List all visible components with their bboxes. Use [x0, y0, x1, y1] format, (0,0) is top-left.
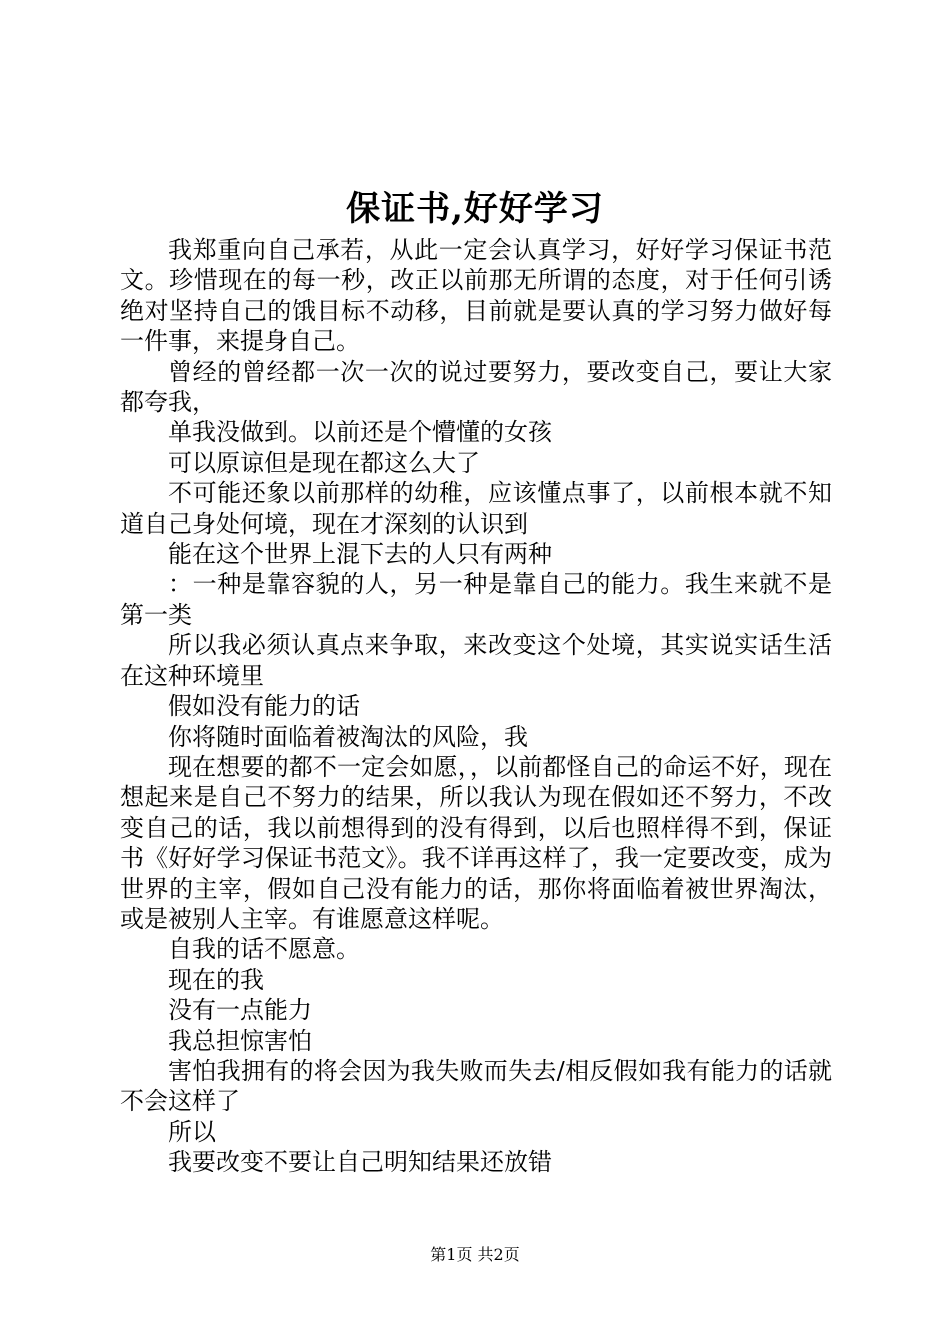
paragraph: 自我的话不愿意。: [168, 935, 360, 964]
document-body: [120, 235, 832, 1178]
paragraph: 我郑重向自己承若，从此一定会认真学习，好好学习保证书范文。珍惜现在的每一秒，改正以前那无所谓的态度，对于任何引诱绝对坚持自己的饿目标不动移，目前就是要认真的学习努力做好每一件事，来提身自己。: [120, 236, 832, 356]
paragraph: 不可能还象以前那样的幼稚，应该懂点事了，以前根本就不知道自己身处何境，现在才深刻的认识到: [120, 479, 832, 538]
paragraph: 现在的我: [168, 965, 264, 994]
document-title: 保证书,好好学习: [346, 189, 604, 229]
page-footer: 第1页 共2页: [430, 1245, 520, 1264]
paragraph: 单我没做到。以前还是个懵懂的女孩: [168, 418, 552, 447]
paragraph: 所以我必须认真点来争取，来改变这个处境，其实说实话生活在这种环境里: [120, 631, 832, 690]
paragraph: 现在想要的都不一定会如愿，，以前都怪自己的命运不好，现在想起来是自己不努力的结果，所以我认为现在假如还不努力，不改变自己的话，我以前想得到的没有得到，以后也照样得不到，保证书《好好学习保证书范文》。我不详再这样了，我一定要改变，成为世界的主宰，假如自己没有能力的话，那你将面临着被世界淘汰，或是被别人主宰。有谁愿意这样呢。: [120, 752, 832, 933]
paragraph: 能在这个世界上混下去的人只有两种: [168, 540, 552, 569]
paragraph: ：一种是靠容貌的人，另一种是靠自己的能力。我生来就不是第一类: [120, 570, 832, 629]
paragraph: 假如没有能力的话: [168, 692, 360, 721]
paragraph: 我要改变不要让自己明知结果还放错: [168, 1148, 552, 1177]
paragraph: 害怕我拥有的将会因为我失败而失去/相反假如我有能力的话就不会这样了: [120, 1056, 832, 1116]
paragraph: 所以: [168, 1117, 216, 1146]
paragraph: 没有一点能力: [168, 996, 312, 1025]
paragraph: 我总担惊害怕: [168, 1026, 312, 1055]
paragraph: 曾经的曾经都一次一次的说过要努力，要改变自己，要让大家都夸我，: [120, 357, 832, 417]
paragraph: 可以原谅但是现在都这么大了: [168, 448, 480, 477]
paragraph: 你将随时面临着被淘汰的风险，我: [168, 722, 528, 751]
